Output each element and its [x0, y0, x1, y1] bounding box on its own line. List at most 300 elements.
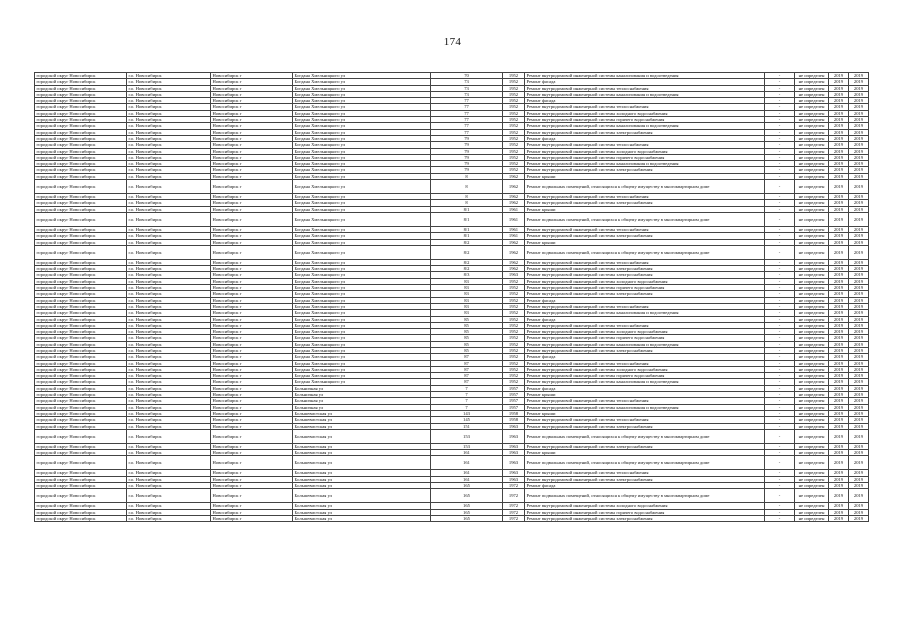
- city-cell: Новосибирск г: [211, 303, 293, 309]
- city-cell: Новосибирск г: [211, 73, 293, 79]
- build-year-cell: 1972: [503, 509, 525, 515]
- house-number-cell: 7: [431, 392, 503, 398]
- build-year-cell: 1961: [503, 206, 525, 212]
- settlement-cell: г.о. Новосибирск: [127, 429, 211, 443]
- year-start-cell: 2019: [829, 212, 849, 226]
- work-type-cell: Ремонт внутридомовой инженерной системы теплоснабжения: [525, 417, 765, 423]
- year-end-cell: 2019: [849, 322, 869, 328]
- year-start-cell: 2019: [829, 245, 849, 259]
- dash-cell: -: [765, 200, 795, 206]
- house-number-cell: 77: [431, 123, 503, 129]
- work-type-cell: Ремонт внутридомовой инженерной системы теплоснабжения: [525, 104, 765, 110]
- build-year-cell: 1962: [503, 266, 525, 272]
- settlement-cell: г.о. Новосибирск: [127, 373, 211, 379]
- year-end-cell: 2019: [849, 347, 869, 353]
- settlement-cell: г.о. Новосибирск: [127, 316, 211, 322]
- street-cell: Большевистская ул: [293, 456, 431, 470]
- work-type-cell: Ремонт внутридомовой инженерной системы горячего водоснабжения: [525, 373, 765, 379]
- year-end-cell: 2019: [849, 404, 869, 410]
- build-year-cell: 1962: [503, 239, 525, 245]
- settlement-cell: г.о. Новосибирск: [127, 379, 211, 385]
- city-cell: Новосибирск г: [211, 366, 293, 372]
- year-end-cell: 2019: [849, 329, 869, 335]
- street-cell: Большевистская ул: [293, 470, 431, 476]
- settlement-cell: г.о. Новосибирск: [127, 285, 211, 291]
- settlement-cell: г.о. Новосибирск: [127, 259, 211, 265]
- settlement-cell: г.о. Новосибирск: [127, 410, 211, 416]
- build-year-cell: 1952: [503, 335, 525, 341]
- settlement-cell: г.о. Новосибирск: [127, 148, 211, 154]
- settlement-cell: г.о. Новосибирск: [127, 73, 211, 79]
- street-cell: Большевистская ул: [293, 509, 431, 515]
- dash-cell: -: [765, 385, 795, 391]
- status-cell: не определен: [795, 278, 829, 284]
- street-cell: Богдана Хмельницкого ул: [293, 379, 431, 385]
- street-cell: Богдана Хмельницкого ул: [293, 341, 431, 347]
- city-cell: Новосибирск г: [211, 212, 293, 226]
- dash-cell: -: [765, 347, 795, 353]
- municipality-cell: городской округ Новосибирск: [35, 285, 127, 291]
- city-cell: Новосибирск г: [211, 423, 293, 429]
- municipality-cell: городской округ Новосибирск: [35, 450, 127, 456]
- street-cell: Богдана Хмельницкого ул: [293, 129, 431, 135]
- city-cell: Новосибирск г: [211, 129, 293, 135]
- municipality-cell: городской округ Новосибирск: [35, 110, 127, 116]
- city-cell: Новосибирск г: [211, 272, 293, 278]
- house-number-cell: 8/2: [431, 245, 503, 259]
- dash-cell: -: [765, 110, 795, 116]
- municipality-cell: городской округ Новосибирск: [35, 354, 127, 360]
- year-end-cell: 2019: [849, 91, 869, 97]
- status-cell: не определен: [795, 297, 829, 303]
- municipality-cell: городской округ Новосибирск: [35, 245, 127, 259]
- settlement-cell: г.о. Новосибирск: [127, 161, 211, 167]
- house-number-cell: 85: [431, 335, 503, 341]
- work-type-cell: Ремонт внутридомовой инженерной системы электроснабжения: [525, 129, 765, 135]
- settlement-cell: г.о. Новосибирск: [127, 91, 211, 97]
- street-cell: Богдана Хмельницкого ул: [293, 167, 431, 173]
- build-year-cell: 1952: [503, 98, 525, 104]
- municipality-cell: городской округ Новосибирск: [35, 404, 127, 410]
- status-cell: не определен: [795, 110, 829, 116]
- year-start-cell: 2019: [829, 429, 849, 443]
- build-year-cell: 1958: [503, 417, 525, 423]
- year-start-cell: 2019: [829, 347, 849, 353]
- settlement-cell: г.о. Новосибирск: [127, 142, 211, 148]
- status-cell: не определен: [795, 123, 829, 129]
- city-cell: Новосибирск г: [211, 79, 293, 85]
- year-end-cell: 2019: [849, 272, 869, 278]
- city-cell: Новосибирск г: [211, 347, 293, 353]
- year-end-cell: 2019: [849, 154, 869, 160]
- year-start-cell: 2019: [829, 398, 849, 404]
- municipality-cell: городской округ Новосибирск: [35, 194, 127, 200]
- house-number-cell: 8/1: [431, 226, 503, 232]
- year-end-cell: 2019: [849, 297, 869, 303]
- year-end-cell: 2019: [849, 278, 869, 284]
- year-end-cell: 2019: [849, 129, 869, 135]
- municipality-cell: городской округ Новосибирск: [35, 515, 127, 521]
- house-number-cell: 8: [431, 200, 503, 206]
- year-start-cell: 2019: [829, 509, 849, 515]
- street-cell: Богдана Хмельницкого ул: [293, 347, 431, 353]
- work-type-cell: Ремонт внутридомовой инженерной системы электроснабжения: [525, 272, 765, 278]
- settlement-cell: г.о. Новосибирск: [127, 404, 211, 410]
- municipality-cell: городской округ Новосибирск: [35, 142, 127, 148]
- city-cell: Новосибирск г: [211, 226, 293, 232]
- dash-cell: -: [765, 470, 795, 476]
- street-cell: Богдана Хмельницкого ул: [293, 373, 431, 379]
- build-year-cell: 1957: [503, 392, 525, 398]
- work-type-cell: Ремонт внутридомовой инженерной системы теплоснабжения: [525, 194, 765, 200]
- city-cell: Новосибирск г: [211, 322, 293, 328]
- house-number-cell: 83: [431, 278, 503, 284]
- city-cell: Новосибирск г: [211, 476, 293, 482]
- status-cell: не определен: [795, 398, 829, 404]
- house-number-cell: 151: [431, 423, 503, 429]
- street-cell: Большевистская ул: [293, 443, 431, 449]
- build-year-cell: 1961: [503, 226, 525, 232]
- municipality-cell: городской округ Новосибирск: [35, 259, 127, 265]
- house-number-cell: 83: [431, 291, 503, 297]
- street-cell: Богдана Хмельницкого ул: [293, 354, 431, 360]
- settlement-cell: г.о. Новосибирск: [127, 212, 211, 226]
- settlement-cell: г.о. Новосибирск: [127, 310, 211, 316]
- year-end-cell: 2019: [849, 316, 869, 322]
- dash-cell: -: [765, 266, 795, 272]
- year-start-cell: 2019: [829, 85, 849, 91]
- dash-cell: -: [765, 245, 795, 259]
- dash-cell: -: [765, 285, 795, 291]
- settlement-cell: г.о. Новосибирск: [127, 173, 211, 179]
- dash-cell: -: [765, 272, 795, 278]
- dash-cell: -: [765, 212, 795, 226]
- year-end-cell: 2019: [849, 310, 869, 316]
- street-cell: Богдана Хмельницкого ул: [293, 117, 431, 123]
- settlement-cell: г.о. Новосибирск: [127, 335, 211, 341]
- year-end-cell: 2019: [849, 417, 869, 423]
- settlement-cell: г.о. Новосибирск: [127, 450, 211, 456]
- city-cell: Новосибирск г: [211, 373, 293, 379]
- status-cell: не определен: [795, 366, 829, 372]
- year-start-cell: 2019: [829, 259, 849, 265]
- municipality-cell: городской округ Новосибирск: [35, 104, 127, 110]
- year-end-cell: 2019: [849, 259, 869, 265]
- build-year-cell: 1952: [503, 347, 525, 353]
- build-year-cell: 1957: [503, 398, 525, 404]
- build-year-cell: 1972: [503, 489, 525, 503]
- build-year-cell: 1952: [503, 123, 525, 129]
- settlement-cell: г.о. Новосибирск: [127, 226, 211, 232]
- build-year-cell: 1952: [503, 142, 525, 148]
- work-type-cell: Ремонт фасада: [525, 354, 765, 360]
- build-year-cell: 1952: [503, 360, 525, 366]
- house-number-cell: 77: [431, 129, 503, 135]
- year-end-cell: 2019: [849, 239, 869, 245]
- street-cell: Богдана Хмельницкого ул: [293, 297, 431, 303]
- status-cell: не определен: [795, 226, 829, 232]
- house-number-cell: 8/2: [431, 266, 503, 272]
- street-cell: Богдана Хмельницкого ул: [293, 91, 431, 97]
- municipality-cell: городской округ Новосибирск: [35, 212, 127, 226]
- dash-cell: -: [765, 404, 795, 410]
- municipality-cell: городской округ Новосибирск: [35, 423, 127, 429]
- work-type-cell: Ремонт внутридомовой инженерной системы теплоснабжения: [525, 226, 765, 232]
- year-start-cell: 2019: [829, 515, 849, 521]
- city-cell: Новосибирск г: [211, 98, 293, 104]
- city-cell: Новосибирск г: [211, 239, 293, 245]
- year-end-cell: 2019: [849, 266, 869, 272]
- street-cell: Богдана Хмельницкого ул: [293, 316, 431, 322]
- status-cell: не определен: [795, 515, 829, 521]
- status-cell: не определен: [795, 429, 829, 443]
- build-year-cell: 1952: [503, 167, 525, 173]
- municipality-cell: городской округ Новосибирск: [35, 167, 127, 173]
- city-cell: Новосибирск г: [211, 154, 293, 160]
- city-cell: Новосибирск г: [211, 417, 293, 423]
- house-number-cell: 83: [431, 297, 503, 303]
- street-cell: Богдана Хмельницкого ул: [293, 259, 431, 265]
- settlement-cell: г.о. Новосибирск: [127, 483, 211, 489]
- municipality-cell: городской округ Новосибирск: [35, 483, 127, 489]
- house-number-cell: 83: [431, 310, 503, 316]
- status-cell: не определен: [795, 129, 829, 135]
- status-cell: не определен: [795, 142, 829, 148]
- work-type-cell: Ремонт внутридомовой инженерной системы канализования и водоотведения: [525, 379, 765, 385]
- settlement-cell: г.о. Новосибирск: [127, 85, 211, 91]
- year-end-cell: 2019: [849, 148, 869, 154]
- house-number-cell: 8: [431, 194, 503, 200]
- build-year-cell: 1952: [503, 117, 525, 123]
- street-cell: Богдана Хмельницкого ул: [293, 79, 431, 85]
- build-year-cell: 1952: [503, 278, 525, 284]
- build-year-cell: 1952: [503, 161, 525, 167]
- dash-cell: -: [765, 303, 795, 309]
- municipality-cell: городской округ Новосибирск: [35, 233, 127, 239]
- work-type-cell: Ремонт внутридомовой инженерной системы холодного водоснабжения: [525, 148, 765, 154]
- year-end-cell: 2019: [849, 509, 869, 515]
- year-start-cell: 2019: [829, 79, 849, 85]
- dash-cell: -: [765, 450, 795, 456]
- work-type-cell: Ремонт подвальных помещений, относящихся к общему имуществу в многоквартирном доме: [525, 245, 765, 259]
- dash-cell: -: [765, 354, 795, 360]
- house-number-cell: 79: [431, 142, 503, 148]
- street-cell: Богдана Хмельницкого ул: [293, 322, 431, 328]
- year-end-cell: 2019: [849, 180, 869, 194]
- dash-cell: -: [765, 366, 795, 372]
- year-end-cell: 2019: [849, 443, 869, 449]
- municipality-cell: городской округ Новосибирск: [35, 154, 127, 160]
- dash-cell: -: [765, 483, 795, 489]
- municipality-cell: городской округ Новосибирск: [35, 410, 127, 416]
- municipality-cell: городской округ Новосибирск: [35, 443, 127, 449]
- dash-cell: -: [765, 142, 795, 148]
- settlement-cell: г.о. Новосибирск: [127, 354, 211, 360]
- house-number-cell: 8/2: [431, 259, 503, 265]
- work-type-cell: Ремонт внутридомовой инженерной системы канализования и водоотведения: [525, 404, 765, 410]
- street-cell: Богдана Хмельницкого ул: [293, 98, 431, 104]
- year-start-cell: 2019: [829, 503, 849, 509]
- work-type-cell: Ремонт внутридомовой инженерной системы канализования и водоотведения: [525, 310, 765, 316]
- settlement-cell: г.о. Новосибирск: [127, 104, 211, 110]
- house-number-cell: 87: [431, 373, 503, 379]
- year-start-cell: 2019: [829, 423, 849, 429]
- city-cell: Новосибирск г: [211, 341, 293, 347]
- year-start-cell: 2019: [829, 335, 849, 341]
- municipality-cell: городской округ Новосибирск: [35, 123, 127, 129]
- settlement-cell: г.о. Новосибирск: [127, 322, 211, 328]
- municipality-cell: городской округ Новосибирск: [35, 347, 127, 353]
- status-cell: не определен: [795, 135, 829, 141]
- dash-cell: -: [765, 278, 795, 284]
- city-cell: Новосибирск г: [211, 161, 293, 167]
- house-number-cell: 165: [431, 503, 503, 509]
- build-year-cell: 1952: [503, 91, 525, 97]
- build-year-cell: 1952: [503, 285, 525, 291]
- dash-cell: -: [765, 104, 795, 110]
- build-year-cell: 1963: [503, 272, 525, 278]
- street-cell: Богдана Хмельницкого ул: [293, 329, 431, 335]
- year-end-cell: 2019: [849, 167, 869, 173]
- work-type-cell: Ремонт внутридомовой инженерной системы электроснабжения: [525, 423, 765, 429]
- build-year-cell: 1952: [503, 291, 525, 297]
- street-cell: Богдана Хмельницкого ул: [293, 206, 431, 212]
- city-cell: Новосибирск г: [211, 173, 293, 179]
- dash-cell: -: [765, 335, 795, 341]
- city-cell: Новосибирск г: [211, 503, 293, 509]
- year-end-cell: 2019: [849, 233, 869, 239]
- municipality-cell: городской округ Новосибирск: [35, 366, 127, 372]
- municipality-cell: городской округ Новосибирск: [35, 341, 127, 347]
- year-end-cell: 2019: [849, 341, 869, 347]
- table-body: [35, 73, 869, 522]
- work-type-cell: Ремонт внутридомовой инженерной системы теплоснабжения: [525, 303, 765, 309]
- street-cell: Большевистская ул: [293, 476, 431, 482]
- dash-cell: -: [765, 173, 795, 179]
- street-cell: Богдана Хмельницкого ул: [293, 266, 431, 272]
- dash-cell: -: [765, 456, 795, 470]
- dash-cell: -: [765, 239, 795, 245]
- year-start-cell: 2019: [829, 291, 849, 297]
- street-cell: Богдана Хмельницкого ул: [293, 123, 431, 129]
- year-start-cell: 2019: [829, 483, 849, 489]
- street-cell: Богдана Хмельницкого ул: [293, 366, 431, 372]
- house-number-cell: 161: [431, 456, 503, 470]
- municipality-cell: городской округ Новосибирск: [35, 476, 127, 482]
- street-cell: Богдана Хмельницкого ул: [293, 335, 431, 341]
- status-cell: не определен: [795, 272, 829, 278]
- work-type-cell: Ремонт внутридомовой инженерной системы электроснабжения: [525, 476, 765, 482]
- status-cell: не определен: [795, 360, 829, 366]
- work-type-cell: Ремонт фасада: [525, 483, 765, 489]
- table-row: [35, 515, 869, 521]
- street-cell: Богдана Хмельницкого ул: [293, 233, 431, 239]
- city-cell: Новосибирск г: [211, 104, 293, 110]
- settlement-cell: г.о. Новосибирск: [127, 366, 211, 372]
- year-start-cell: 2019: [829, 194, 849, 200]
- table-row: [35, 429, 869, 443]
- status-cell: не определен: [795, 392, 829, 398]
- year-end-cell: 2019: [849, 385, 869, 391]
- dash-cell: -: [765, 161, 795, 167]
- year-end-cell: 2019: [849, 515, 869, 521]
- settlement-cell: г.о. Новосибирск: [127, 239, 211, 245]
- house-number-cell: 7: [431, 398, 503, 404]
- dash-cell: -: [765, 329, 795, 335]
- year-end-cell: 2019: [849, 450, 869, 456]
- settlement-cell: г.о. Новосибирск: [127, 245, 211, 259]
- settlement-cell: г.о. Новосибирск: [127, 117, 211, 123]
- year-end-cell: 2019: [849, 429, 869, 443]
- build-year-cell: 1963: [503, 429, 525, 443]
- year-start-cell: 2019: [829, 142, 849, 148]
- year-start-cell: 2019: [829, 173, 849, 179]
- build-year-cell: 1957: [503, 404, 525, 410]
- work-type-cell: Ремонт фасада: [525, 316, 765, 322]
- work-type-cell: Ремонт внутридомовой инженерной системы холодного водоснабжения: [525, 278, 765, 284]
- work-type-cell: Ремонт фасада: [525, 135, 765, 141]
- status-cell: не определен: [795, 148, 829, 154]
- dash-cell: -: [765, 167, 795, 173]
- dash-cell: -: [765, 79, 795, 85]
- house-number-cell: 153: [431, 443, 503, 449]
- settlement-cell: г.о. Новосибирск: [127, 392, 211, 398]
- year-end-cell: 2019: [849, 142, 869, 148]
- year-start-cell: 2019: [829, 450, 849, 456]
- settlement-cell: г.о. Новосибирск: [127, 272, 211, 278]
- year-start-cell: 2019: [829, 272, 849, 278]
- dash-cell: -: [765, 341, 795, 347]
- build-year-cell: 1952: [503, 329, 525, 335]
- settlement-cell: г.о. Новосибирск: [127, 180, 211, 194]
- year-start-cell: 2019: [829, 206, 849, 212]
- status-cell: не определен: [795, 456, 829, 470]
- house-number-cell: 73: [431, 79, 503, 85]
- work-type-cell: Ремонт внутридомовой инженерной системы электроснабжения: [525, 291, 765, 297]
- dash-cell: -: [765, 417, 795, 423]
- work-type-cell: Ремонт внутридомовой инженерной системы теплоснабжения: [525, 470, 765, 476]
- year-start-cell: 2019: [829, 303, 849, 309]
- year-start-cell: 2019: [829, 456, 849, 470]
- house-number-cell: 153: [431, 429, 503, 443]
- year-start-cell: 2019: [829, 226, 849, 232]
- year-start-cell: 2019: [829, 200, 849, 206]
- year-end-cell: 2019: [849, 291, 869, 297]
- dash-cell: -: [765, 297, 795, 303]
- settlement-cell: г.о. Новосибирск: [127, 341, 211, 347]
- dash-cell: -: [765, 429, 795, 443]
- dash-cell: -: [765, 85, 795, 91]
- municipality-cell: городской округ Новосибирск: [35, 456, 127, 470]
- build-year-cell: 1963: [503, 423, 525, 429]
- year-end-cell: 2019: [849, 98, 869, 104]
- city-cell: Новосибирск г: [211, 259, 293, 265]
- city-cell: Новосибирск г: [211, 404, 293, 410]
- street-cell: Богдана Хмельницкого ул: [293, 200, 431, 206]
- house-number-cell: 79: [431, 167, 503, 173]
- year-end-cell: 2019: [849, 110, 869, 116]
- municipality-cell: городской округ Новосибирск: [35, 161, 127, 167]
- status-cell: не определен: [795, 266, 829, 272]
- municipality-cell: городской округ Новосибирск: [35, 385, 127, 391]
- settlement-cell: г.о. Новосибирск: [127, 135, 211, 141]
- settlement-cell: г.о. Новосибирск: [127, 194, 211, 200]
- house-number-cell: 79: [431, 154, 503, 160]
- dash-cell: -: [765, 443, 795, 449]
- build-year-cell: 1952: [503, 73, 525, 79]
- status-cell: не определен: [795, 489, 829, 503]
- street-cell: Больничная ул: [293, 385, 431, 391]
